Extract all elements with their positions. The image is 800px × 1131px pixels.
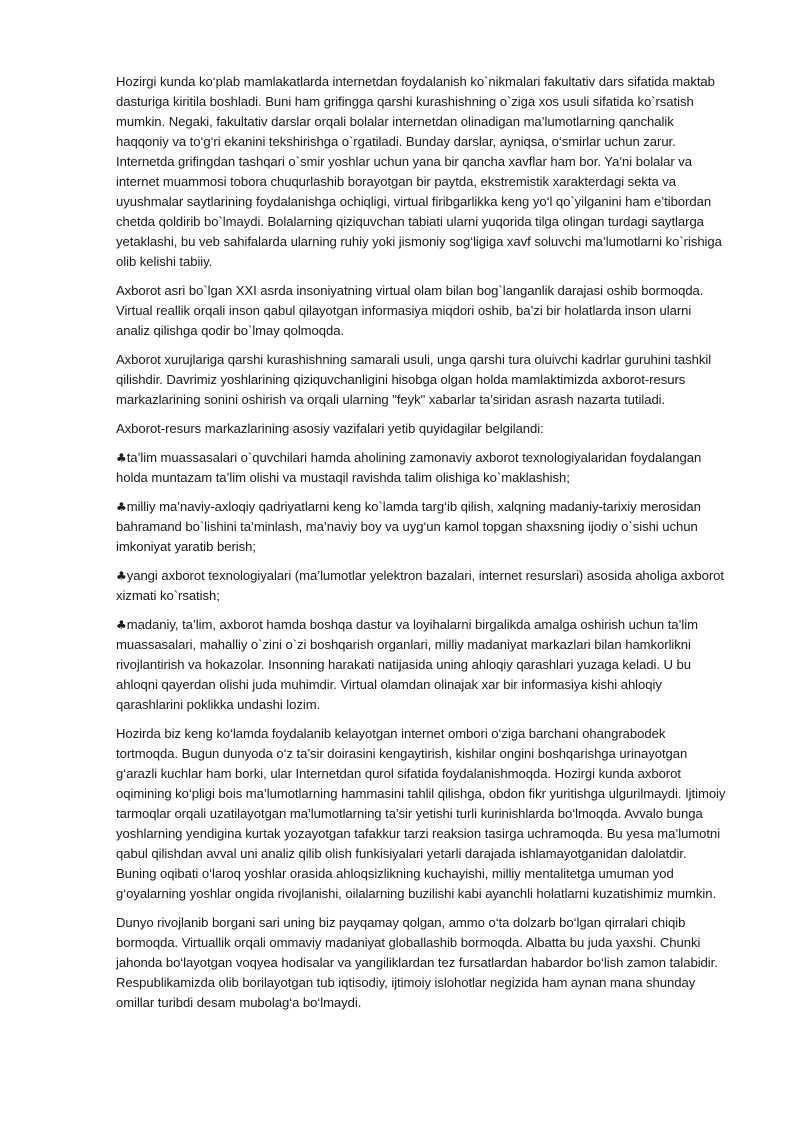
bullet-item-values: [116, 497, 728, 557]
club-bullet-icon: ♣: [116, 451, 127, 465]
document-page: [116, 72, 728, 1022]
bullet-text: milliy ma’naviy-axloqiy qadriyatlarni keng ko`lamda targ‘ib qilish, xalqning madaniy-tarixiy merosidan bahramand bo`lishini ta’minlash, ma’naviy boy va uyg‘un kamol topgan shaxsning ijodiy o`sishi uchun imkoniyat yaratib berish;: [116, 499, 701, 554]
bullet-item-education: [116, 448, 728, 488]
paragraph-tasks-intro: Axborot-resurs markazlarining asosiy vazifalari yetib quyidagilar belgilandi:: [116, 421, 544, 436]
club-bullet-icon: ♣: [116, 500, 127, 514]
bullet-text: yangi axborot texnologiyalari (ma’lumotlar yelektron bazalari, internet resurslari) asosida aholiga axborot xizmati ko`rsatish;: [116, 568, 724, 603]
paragraph-information-attacks: Axborot xurujlariga qarshi kurashishning samarali usuli, unga qarshi tura oluivchi kadrlar guruhini tashkil qilishdir. Davrimiz yoshlarining qiziquvchanligini hisobga olgan holda mamlaktimizda axborot-resurs markazlarining sonini oshirish va orqali ularning "feyk" xabarlar ta’siridan asrash nazarta tutiladi.: [116, 352, 712, 407]
paragraph-internet-storage: Hozirda biz keng ko‘lamda foydalanib kelayotgan internet ombori o‘ziga barchani ohangrabodek tortmoqda. Bugun dunyoda o‘z ta’sir doirasini kengaytirish, kishilar ongini boshqarishga urinayotgan g‘arazli kuchlar ham borki, ular Internetdan qurol sifatida foydalanishmoqda. Hozirgi kunda axborot oqimining ko‘pligi bois ma’lumotlarning hammasini tahlil qilishga, obdon fikr yuritishga ulgurilmaydi. Ijtimoiy tarmoqlar orqali uzatilayotgan ma’lumotlarning ta’sir yetishi turli kurinishlarda bo‘lmoqda. Avvalo bunga yoshlarning yendigina kurtak yozayotgan tafakkur tarzi reaksion tasirga uchramoqda. Bu yesa ma’lumotni qabul qilishdan avval uni analiz qilib olish funkisiyalari yetarli darajada ishlamayotganidan dalolatdir. Buning oqibati o‘laroq yoshlar orasida ahloqsizlikning kuchayishi, milliy mentalitetga umuman yod g‘oyalarning yoshlar ongida rivojlanishi, oilalarning buzilishi kabi ayanchli holatlarni kuzatishimiz mumkin.: [116, 726, 726, 901]
bullet-text: madaniy, ta’lim, axborot hamda boshqa dastur va loyihalarni birgalikda amalga oshirish uchun ta’lim muassasalari, mahalliy o`zini o`zi boshqarish organlari, milliy madaniyat markazlari bilan hamkorlikni rivojlantirish va hokazolar. Insonning harakati natijasida uning ahloqiy qarashlari yuzaga keladi. U bu ahloqni qayerdan olishi juda muhimdir. Virtual olamdan olinajak xar bir informasiya kishi ahloqiy qarashlarini poklikka undashi lozim.: [116, 617, 698, 712]
bullet-text: ta’lim muassasalari o`quvchilari hamda aholining zamonaviy axborot texnologiyalaridan foydalangan holda muntazam ta’lim olishi va mustaqil ravishda talim olishiga ko`maklashish;: [116, 450, 702, 485]
club-bullet-icon: ♣: [116, 569, 127, 583]
club-bullet-icon: ♣: [116, 618, 127, 632]
bullet-item-cooperation: [116, 615, 728, 715]
paragraph-world-development: Dunyo rivojlanib borgani sari uning biz payqamay qolgan, ammo o‘ta dolzarb bo‘lgan qirralari chiqib bormoqda. Virtuallik orqali ommaviy madaniyat globallashib bormoqda. Albatta bu juda yaxshi. Chunki jahonda bo‘layotgan voqyea hodisalar va yangiliklardan tez fursatlardan habardor bo‘lish zamon talabidir. Respublikamizda olib borilayotgan tub iqtisodiy, ijtimoiy islohotlar negizida ham aynan mana shunday omillar turibdi desam mubolag‘a bo‘lmaydi.: [116, 915, 718, 1010]
paragraph-internet-lessons: Hozirgi kunda ko‘plab mamlakatlarda internetdan foydalanish ko`nikmalari fakultativ dars sifatida maktab dasturiga kiritila boshladi. Buni ham grifingga qarshi kurashishning o`ziga xos usuli sifatida ko`rsatish mumkin. Negaki, fakultativ darslar orqali bolalar internetdan olinadigan ma’lumotlarning qanchalik haqqoniy va to‘g‘ri ekanini tekshirishga o`rgatiladi. Bunday darslar, ayniqsa, o‘smirlar uchun zarur. Internetda grifingdan tashqari o`smir yoshlar uchun yana bir qancha xavflar ham bor. Ya’ni bolalar va internet muammosi tobora chuqurlashib borayotgan bir paytda, ekstremistik xarakterdagi sekta va uyushmalar saytlarining foydalanishga ochiqligi, virtual firibgarlikka keng yo‘l qo`yilganini ham e’tibordan chetda qoldirib bo`lmaydi. Bolalarning qiziquvchan tabiati ularni yuqorida tilga olingan turdagi saytlarga yetaklashi, bu veb sahifalarda ularning ruhiy yoki jismoniy sog‘ligiga xavf soluvchi ma’lumotlarni ko`rishiga olib kelishi tabiiy.: [116, 74, 722, 269]
paragraph-information-age: Axborot asri bo`lgan XXI asrda insoniyatning virtual olam bilan bog`langanlik darajasi oshib bormoqda. Virtual reallik orqali inson qabul qilayotgan informasiya miqdori oshib, ba’zi bir holatlarda inson ularni analiz qilishga qodir bo`lmay qolmoqda.: [116, 283, 704, 338]
bullet-item-technologies: [116, 566, 728, 606]
